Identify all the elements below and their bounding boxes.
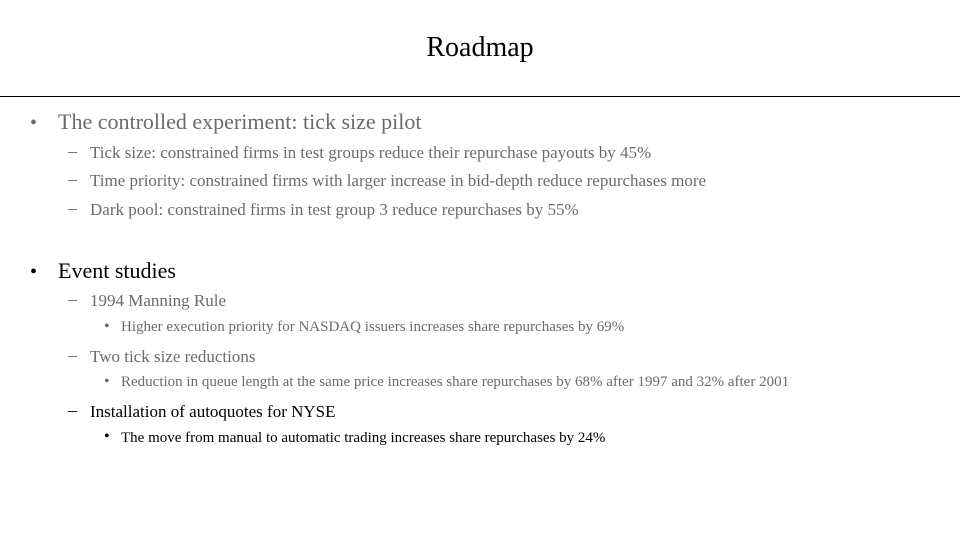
sub-bullet-marker: •	[104, 373, 110, 390]
list-item: Two tick size reductions	[90, 347, 256, 366]
sub-bullet-marker: •	[104, 428, 110, 445]
dash-marker: –	[68, 400, 77, 420]
list-item: Tick size: constrained firms in test groups reduce their repurchase payouts by 45%	[90, 143, 652, 162]
sub-bullet-marker: •	[104, 318, 110, 335]
bullet-marker: •	[30, 261, 38, 283]
dash-marker: –	[68, 345, 77, 365]
title-divider	[0, 96, 960, 97]
dash-marker: –	[68, 289, 77, 309]
sub-list-item: Higher execution priority for NASDAQ issuers increases share repurchases by 69%	[121, 319, 625, 335]
section-heading: The controlled experiment: tick size pilot	[58, 109, 422, 134]
section-heading: Event studies	[58, 258, 176, 283]
list-item: Time priority: constrained firms with larger increase in bid-depth reduce repurchases more	[90, 171, 707, 190]
dash-marker: –	[68, 141, 77, 161]
dash-marker: –	[68, 198, 77, 218]
sub-list-item: Reduction in queue length at the same price increases share repurchases by 68% after 1997 and 32% after 2001	[121, 374, 790, 390]
sub-list-item: The move from manual to automatic trading increases share repurchases by 24%	[121, 430, 606, 446]
list-item: Installation of autoquotes for NYSE	[90, 402, 336, 421]
list-item: Dark pool: constrained firms in test group 3 reduce repurchases by 55%	[90, 200, 579, 219]
list-item: 1994 Manning Rule	[90, 291, 226, 310]
dash-marker: –	[68, 169, 77, 189]
bullet-marker: •	[30, 112, 38, 134]
slide-title: Roadmap	[426, 32, 534, 63]
